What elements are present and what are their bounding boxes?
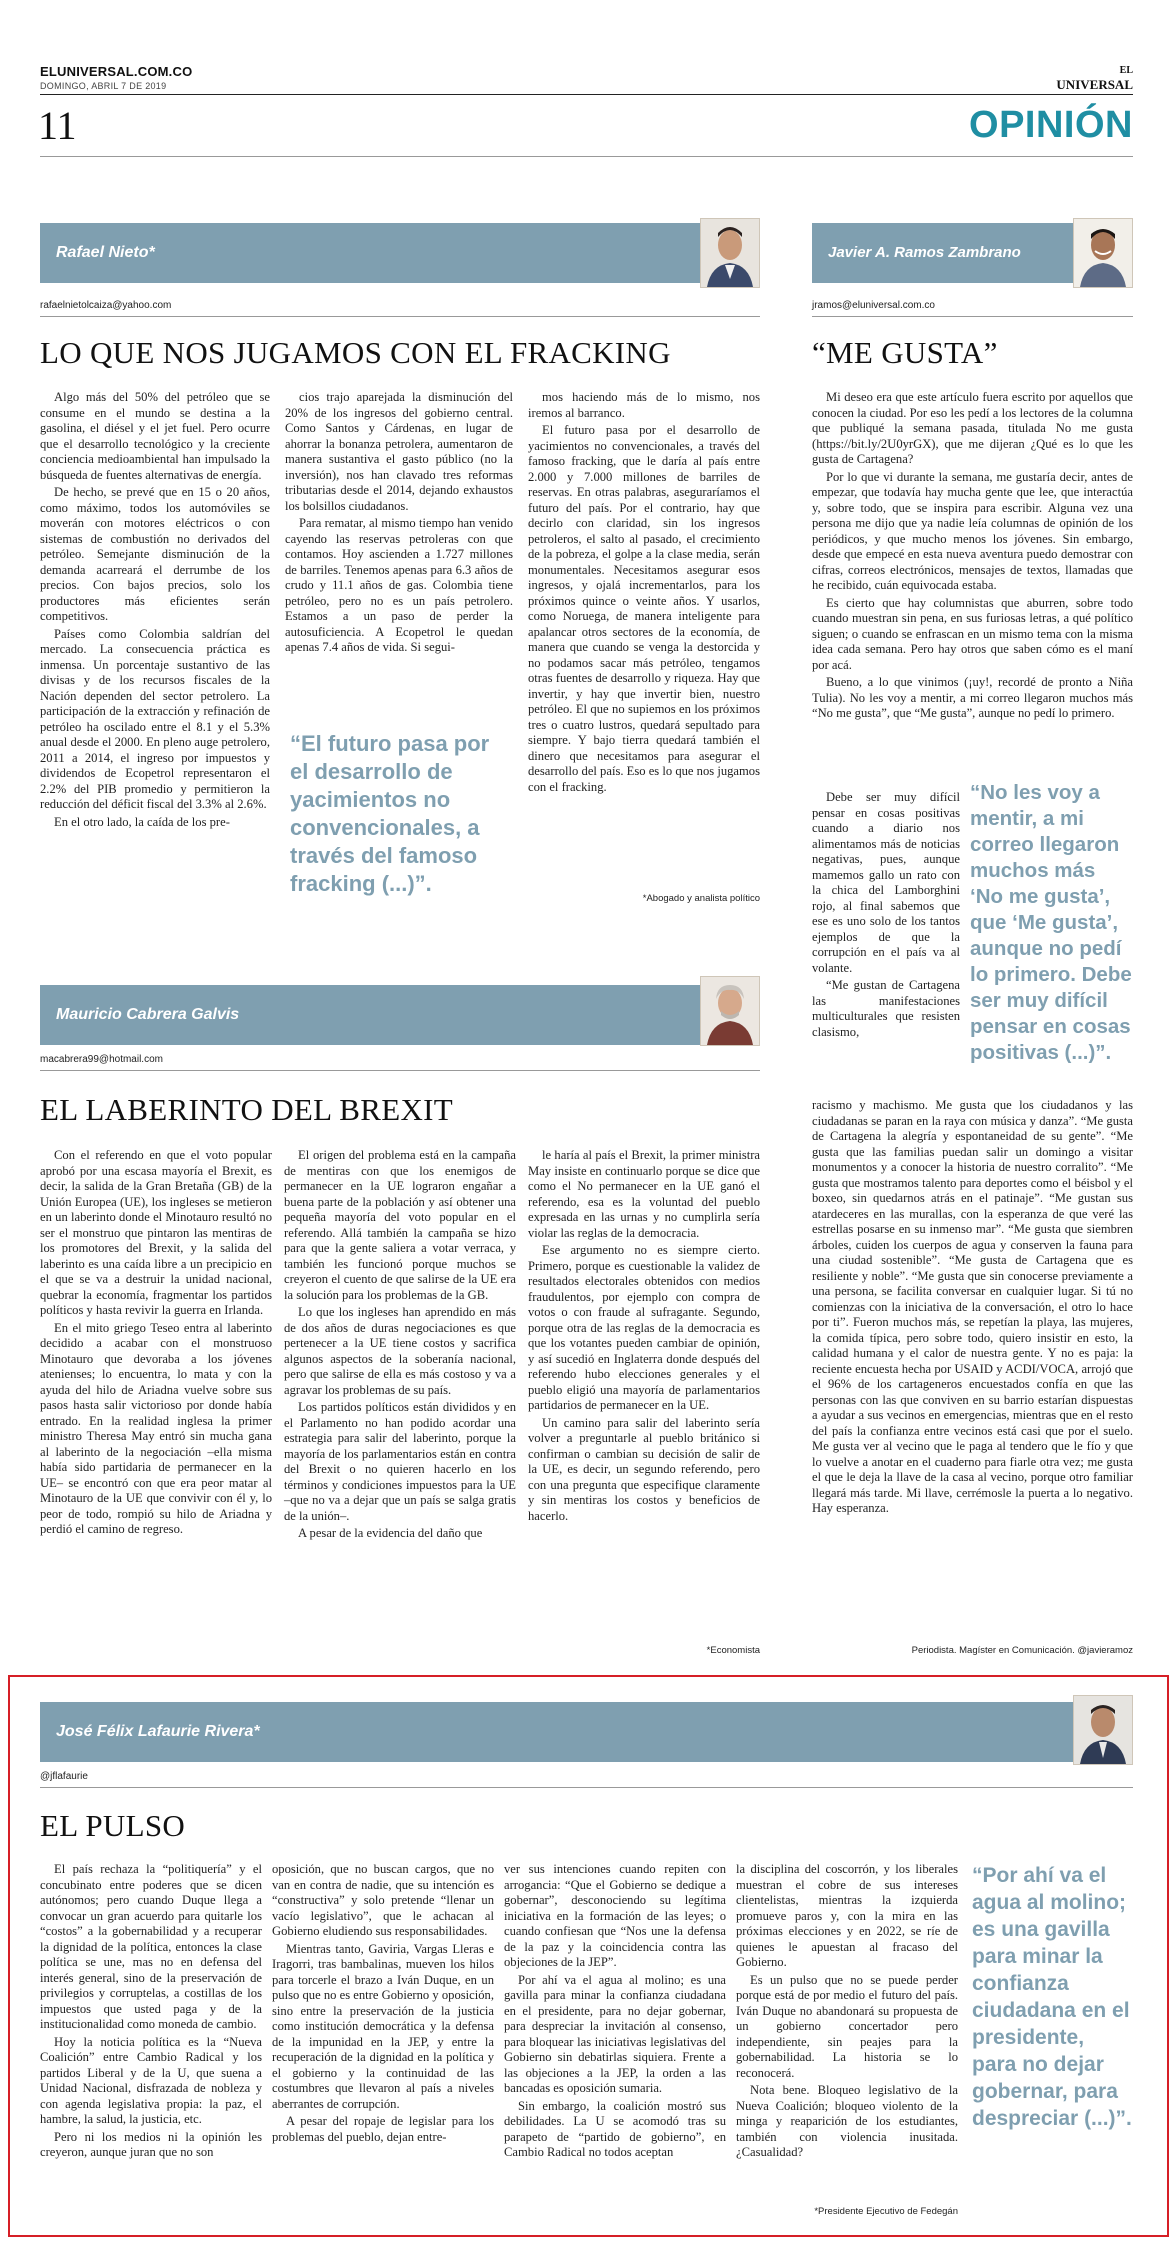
article-column	[528, 390, 760, 797]
article-column	[812, 790, 960, 1042]
paragraph: racismo y machismo. Me gusta que los ciudadanos y las ciudadanas se paran en la raya con música y danza”. “Me gusta de Cartagena la alegría y espontaneidad de su gente”. “Me gusta que las familias puedan salir un domingo a visitar monumentos y a conocer la historia de nuestro corralito”. “Me gusta que mostramos talento para deportes como el béisbol y el boxeo, sin quedarnos atrás en el patinaje”. “Me gustan sus atardeceres en las murallas, con la esperanza de que veré las estrellas posarse en su inmenso mar”. “Me gusta que siembren árboles, cuiden los cuerpos de agua y conserven la fauna para una ciudad sostenible”. “Me gusta de Cartagena que es resiliente y noble”. “Me gusta que sin conocerse previamente a una persona, se facilita conversar en cualquier lugar. Si tú no comienzas con la iniciativa de la conversación, el otro lo hace por ti”. Fueron muchos más, se repetían la playa, las mujeres, la comida típica, pero sobre todo, quiero insistir en esto, la calidad humana y el calor de nuestra gente. Y no es paja: la reciente encuesta hecha por USAID y ACDI/VOCA, arrojó que el 96% de los cartageneros encuestados confía en que las personas con las que conviven en su barrio estarían dispuestas a ayudar a sus vecinos en emergencias, mientras que en el resto del país la confianza entre vecinos está casi que por el suelo. Me gusta ver al vecino que le paga al tendero que le fío y que lo vuelve a anotar en el cuaderno para fiarle otra vez; me gusta el que le deja la llave de la casa al vecino, porque otro familiar llegará más tarde. Mi llave, cerrémosle la puerta a lo negativo. Hay esperanza.	[812, 1098, 1133, 1515]
headline: EL LABERINTO DEL BREXIT	[40, 1092, 454, 1127]
paragraph: “Me gustan de Cartagena las manifestaciones multiculturales que resisten clasismo,	[812, 978, 960, 1039]
author-photo	[700, 976, 760, 1046]
paragraph: El país rechaza la “politiquería” y el concubinato entre poderes que se dicen autónomos; pero cuando Duque llega a convocar un gran acuerdo para quitarle los “costos” a la gobernabilidad y a recuperar la dignidad de la política, entonces la clase política se une, mas no en defensa del interés general, sino de la preservación de privilegios y corruptelas, a costillas de los impuestos que usted paga y de la institucionalidad como moneda de cambio.	[40, 1862, 262, 2031]
email-rule	[40, 316, 760, 317]
article-column	[284, 1148, 516, 1544]
article-column	[40, 1148, 272, 1540]
paragraph: Es cierto que hay columnistas que aburren, sobre todo cuando muestran sin pena, en sus furiosas letras, a qué político siguen; o cuando se enfrascan en un mismo tema con la misma idea cada semana. Pero hay otros que saben cómo es el maní por acá.	[812, 595, 1133, 672]
article-column	[285, 390, 513, 658]
paragraph: Países como Colombia saldrían del mercado. La consecuencia práctica es inmensa. Un porcentaje sustantivo de las divisas y de los recursos fiscales de la Nación dependen del sector petrolero. La participación de la extracción y refinación de petróleo ha oscilado entre el 8.1 y el 5.3% anual desde el 2000. En pleno auge petrolero, 2011 a 2014, el ingreso por impuestos y dividendos de Ecopetrol representaron el 2.2% del PIB promedio y permitieron la reducción del déficit fiscal del 3.3% al 2.6%.	[40, 626, 270, 811]
paragraph: cios trajo aparejada la disminución del 20% de los ingresos del gobierno central. Como Santos y Cárdenas, en lugar de ahorrar la bonanza petrolera, aumentaron de manera sustantiva el gasto público (no la inversión), nos han clavado tres reformas tributarias desde el 2014, dejando exhaustos los bolsillos ciudadanos.	[285, 390, 513, 513]
section-rule	[40, 156, 1133, 157]
paragraph: Es un pulso que no se puede perder porque está de por medio el futuro del país. Iván Duque no abandonará su propuesta de un gobierno concertador pero independiente, sin peajes para la gobernabilidad. La historia se lo reconocerá.	[736, 1972, 958, 2080]
headline: EL PULSO	[40, 1808, 186, 1843]
email-rule	[40, 1070, 760, 1071]
author-email[interactable]: @jflafaurie	[40, 1771, 88, 1782]
paragraph: Bueno, a lo que vinimos (¡uy!, recordé de pronto a Niña Tulia). No les voy a mentir, a mi correo llegaron muchos más “No me gusta”, que “Me gusta”, aunque no pedí lo primero.	[812, 675, 1133, 720]
paragraph: En el otro lado, la caída de los pre-	[54, 814, 230, 829]
article-column	[812, 390, 1133, 724]
paragraph: Algo más del 50% del petróleo que se consume en el mundo se destina a la gasolina, el diésel y el jet fuel. Pero ocurre que el desarrollo tecnológico y la creciente conciencia medioambiental han impulsado la búsqueda de fuentes alternativas de energía.	[40, 390, 270, 482]
paragraph: Ese argumento no es siempre cierto. Primero, porque es cuestionable la validez de resultados electorales obtenidos con medios fraudulentos, por ejemplo con compra de votos o con fraude al sufragante. Segundo, porque otra de las reglas de la democracia es que los votantes pueden cambiar de opinión, y así sucedió en Inglaterra donde después del referendo hubo elecciones generales y el pueblo eligió una mayoría de parlamentarios partidarios de permanecer en la UE.	[528, 1243, 760, 1412]
author-photo	[700, 218, 760, 288]
page-number: 11	[38, 103, 77, 148]
author-signature: *Abogado y analista político	[642, 893, 760, 904]
site-url: ELUNIVERSAL.COM.CO	[40, 64, 193, 79]
pull-quote: “No les voy a mentir, a mi correo llegaron muchos más ‘No me gusta’, que ‘Me gusta’, aunque no pedí lo primero. Debe ser muy difícil pensar en cosas positivas (...)”.	[970, 781, 1132, 1064]
article-column	[40, 390, 270, 832]
article-column	[272, 1862, 494, 2147]
paragraph: mos haciendo más de lo mismo, nos iremos al barranco.	[528, 390, 760, 420]
paragraph: Para rematar, al mismo tiempo han venido cayendo las reservas petroleras con que contamos. Hoy ascienden a 1.727 millones de barriles. Tenemos apenas para 6.3 años de crudo y 11.1 años de gas. Colombia tiene petróleo, pero no es un país petrolero. Estamos a un paso de perder la autosuficiencia. A Ecopetrol le quedan apenas 7.4 años de vida. Si segui-	[285, 516, 513, 654]
author-photo	[1073, 218, 1133, 288]
author-signature: *Presidente Ejecutivo de Fedegán	[814, 2206, 958, 2217]
article-column	[736, 1862, 958, 2163]
paragraph: Por lo que vi durante la semana, me gustaría decir, antes de empezar, que todavía hay mucha gente que lee, que interactúa y, sobre todo, que se inspira para escribir. Alguna vez una persona me dijo que ya nadie leía columnas de opinión de los periódicos, y que mucho menos los jóvenes. Sin embargo, desde que empecé en esta nueva aventura puedo demostrar con cifras, correos electrónicos, mensajes de textos, llamadas que he recibido, cuán equivocada estaba.	[812, 469, 1133, 592]
paragraph: Por ahí va el agua al molino; es una gavilla para minar la confianza ciudadana en el presidente, para no dejar gobernar, para despreciar la invitación al consenso, para bloquear las iniciativas legislativas del Gobierno sin debatirlas siquiera. Frente a las objeciones a la JEP, la orden a las bancadas es oposición sumaria.	[504, 1972, 726, 2095]
author-email[interactable]: rafaelnietolcaiza@yahoo.com	[40, 300, 172, 311]
article-column	[504, 1862, 726, 2163]
author-name: José Félix Lafaurie Rivera*	[56, 1723, 260, 1740]
author-signature: *Economista	[706, 1645, 760, 1656]
paragraph: Lo que los ingleses han aprendido en más de dos años de duras negociaciones es que pertenecer a la UE tiene costos y sacrifica algunos aspectos de la soberanía nacional, pero que salirse de ella es más costoso y va a agravar los problemas de su país.	[284, 1305, 516, 1397]
newspaper-logo: EL UNIVERSAL	[1056, 65, 1133, 92]
paragraph: El futuro pasa por el desarrollo de yacimientos no convencionales, a través del famoso fracking, que le daría al país entre 2.000 y 7.000 millones de barriles de reservas. En otras palabras, aseguraríamos el futuro del país. Por el contrario, hay que decirlo con claridad, sin los ingresos petroleros, el salto al pasado, el crecimiento de la pobreza, el golpe a la clase media, serán monumentales. Necesitamos asegurar esos ingresos, y ojalá incrementarlos, para los próximos quince o veinte años. Y usarlos, como Noruega, de manera inteligente para apalancar otros sectores de la economía, de manera que cuando se venga la destorcida y no podamos sacar más petróleo, tengamos otras fuentes de desarrollo y riqueza. Hay que invertir, y hay que invertir bien, nuestro petróleo. El que no supiemos en los próximos tres o cuatro lustros, quedará sepultado para siempre. Y bajo tierra quedará también el dinero que necesitamos para asegurar el desarrollo del país. Eso es lo que nos jugamos con el fracking.	[528, 423, 760, 794]
author-name: Rafael Nieto*	[56, 244, 155, 261]
author-signature: Periodista. Magíster en Comunicación. @javieramoz	[911, 1645, 1133, 1656]
author-email[interactable]: jramos@eluniversal.com.co	[812, 300, 935, 311]
author-name: Mauricio Cabrera Galvis	[56, 1006, 240, 1023]
article-column	[40, 1862, 262, 2163]
paragraph: A pesar de la evidencia del daño que	[298, 1526, 483, 1540]
paragraph: la disciplina del coscorrón, y los liberales muestran el cobre de sus intereses clientelistas, mientras la izquierda promueve paros y, con la mira en las próximas elecciones y en 2022, se ríe de quienes le apuestan al fracaso del Gobierno.	[736, 1862, 958, 1969]
section-title: OPINIÓN	[969, 104, 1133, 146]
headline: “ME GUSTA”	[812, 335, 998, 370]
paragraph: Nota bene. Bloqueo legislativo de la Nueva Coalición; bloqueo violento de la minga y reaparición de los estudiantes, también con violencia inusitada. ¿Casualidad?	[736, 2083, 958, 2159]
email-rule	[812, 316, 1133, 317]
paragraph: En el mito griego Teseo entra al laberinto decidido a acabar con el monstruoso Minotauro que devoraba a los jóvenes atenienses; lo encuentra, lo mata y con la ayuda del hilo de Ariadna vuelve sobre sus pasos hasta salir victorioso por donde había entrado. En la realidad inglesa la primer ministro Theresa May entró sin mucha gana al laberinto de la negociación –ella misma había sido partidaria de permanecer en la UE– se encontró con que era peor matar al Minotauro de la UE que convivir con él y, lo peor de todo, rompió su hilo de Ariadna y perdió el camino de regreso.	[40, 1320, 272, 1536]
author-name: Javier A. Ramos Zambrano	[828, 244, 1021, 261]
paragraph: ver sus intenciones cuando repiten con arrogancia: “Que el Gobierno se dedique a gobernar”, desconociendo su legítima iniciativa en la formación de las leyes; o cuando confiesan que “Nos une la defensa de la paz y la coincidencia contra las objeciones de la JEP”.	[504, 1862, 726, 1969]
issue-date: DOMINGO, ABRIL 7 DE 2019	[40, 81, 167, 91]
paragraph: Mi deseo era que este artículo fuera escrito por aquellos que conocen la ciudad. Por eso les pedí a los lectores de la columna que publiqué la semana pasada, titulada No me gusta (https://bit.ly/2U0yrGX), que me dijeran ¿Qué es lo que les gusta de Cartagena?	[812, 390, 1133, 466]
paragraph: Con el referendo en que el voto popular aprobó por una escasa mayoría el Brexit, es decir, la salida de la Gran Bretaña (GB) de la Unión Europea (UE), los ingleses se metieron en un laberinto donde el Minotauro resultó no ser el monstruo que pintaron las mentiras de los promotores del Brexit, y la salida del laberinto es una caída libre a un precipicio en el que se va a destruir la unidad nacional, quebrar la economía, fragmentar los partidos políticos y hasta revivir la guerra en Irlanda.	[40, 1148, 272, 1317]
pull-quote: “El futuro pasa por el desarrollo de yacimientos no convencionales, a través del famoso fracking (...)”.	[290, 731, 490, 896]
paragraph: Debe ser muy difícil pensar en cosas positivas cuando a diario nos alimentamos más de noticias negativas, pues, aunque mamemos gallo un rato con la chica del Lamborghini rojo, al final sabemos que ese es uno solo de los tantos ejemplos de que la corrupción en el país va al volante.	[812, 790, 960, 975]
paragraph: Hoy la noticia política es la “Nueva Coalición” entre Cambio Radical y los partidos Liberal y de la U, que suena a Unidad Nacional, disfrazada de nobleza y con agenda legislativa propia: la paz, el hambre, la salud, la justicia, etc.	[40, 2034, 262, 2126]
author-photo	[1073, 1695, 1133, 1765]
email-rule	[40, 1787, 1133, 1788]
article-column	[528, 1148, 760, 1526]
paragraph: Pero ni los medios ni la opinión les creyeron, aunque juran que no son	[40, 2129, 262, 2159]
paragraph: oposición, que no buscan cargos, que no van en contra de nadie, que su intención es “constructiva” y solo pretende “llenar un vacío legislativo”, que le achacan al Gobierno eludiendo sus responsabilidades.	[272, 1862, 494, 1938]
author-email[interactable]: macabrera99@hotmail.com	[40, 1054, 163, 1065]
paragraph: A pesar del ropaje de legislar para los problemas del pueblo, dejan entre-	[272, 2114, 494, 2144]
paragraph: Los partidos políticos están divididos y en el Parlamento no han podido acordar una estrategia para salir del laberinto, porque la mayoría de los parlamentarios están en contra del Brexit o no quieren hacerlo en los términos y condiciones impuestos para la UE –que no va a dejar que un país se salga gratis de la unión–.	[284, 1400, 516, 1523]
pull-quote: “Por ahí va el agua al molino; es una gavilla para minar la confianza ciudadana en el presidente, para no dejar gobernar, para despreciar (...)”.	[972, 1864, 1132, 2130]
paragraph: le haría al país el Brexit, la primer ministra May insiste en continuarlo porque se dice que como el No permanecer en la UE ganó el referendo, esa es la voluntad del pueblo expresada en las urnas y no cumplirla sería violar las reglas de la democracia.	[528, 1148, 760, 1240]
paragraph: El origen del problema está en la campaña de mentiras con que los enemigos de permanecer en la UE lograron engañar a buena parte de la población y así obtener una pequeña mayoría del voto popular en el referendo. Allá también la campaña se hizo para que la gente saliera a votar verraca, y también les funcionó porque muchos se creyeron el cuento de que salirse de la UE era la solución para los problemas de la GB.	[284, 1148, 516, 1302]
article-column	[812, 1098, 1133, 1519]
paragraph: De hecho, se prevé que en 15 o 20 años, como máximo, todos los automóviles se moverán con motores eléctricos o con sistemas de combustión no derivados del petróleo. Semejante disminución de la demanda acarreará el derrumbe de los precios. Con bajos precios, solo los productores más eficientes serán competitivos.	[40, 485, 270, 623]
paragraph: Mientras tanto, Gaviria, Vargas Lleras e Iragorri, tras bambalinas, mueven los hilos para torcerle el brazo a Iván Duque, en un pulso que no es entre Gobierno y oposición, sino entre la preservación de la justicia como institución democrática y la defensa de la impunidad en la JEP, y entre la recuperación de la dignidad en la política y el gobierno y la continuidad de las costumbres que llevaron al país a niveles aberrantes de corrupción.	[272, 1941, 494, 2111]
paragraph: Sin embargo, la coalición mostró sus debilidades. La U se acomodó tras su parapeto de “partido de gobierno”, en Cambio Radical no todos aceptan	[504, 2098, 726, 2159]
headline: LO QUE NOS JUGAMOS CON EL FRACKING	[40, 335, 671, 370]
masthead-rule	[40, 94, 1133, 95]
paragraph: Un camino para salir del laberinto sería volver a preguntarle al pueblo británico si confirman o cambian su decisión de salir de la UE, es decir, un segundo referendo, pero con una pregunta que especifique claramente y sin mentiras los costos y beneficios de hacerlo.	[528, 1415, 760, 1523]
